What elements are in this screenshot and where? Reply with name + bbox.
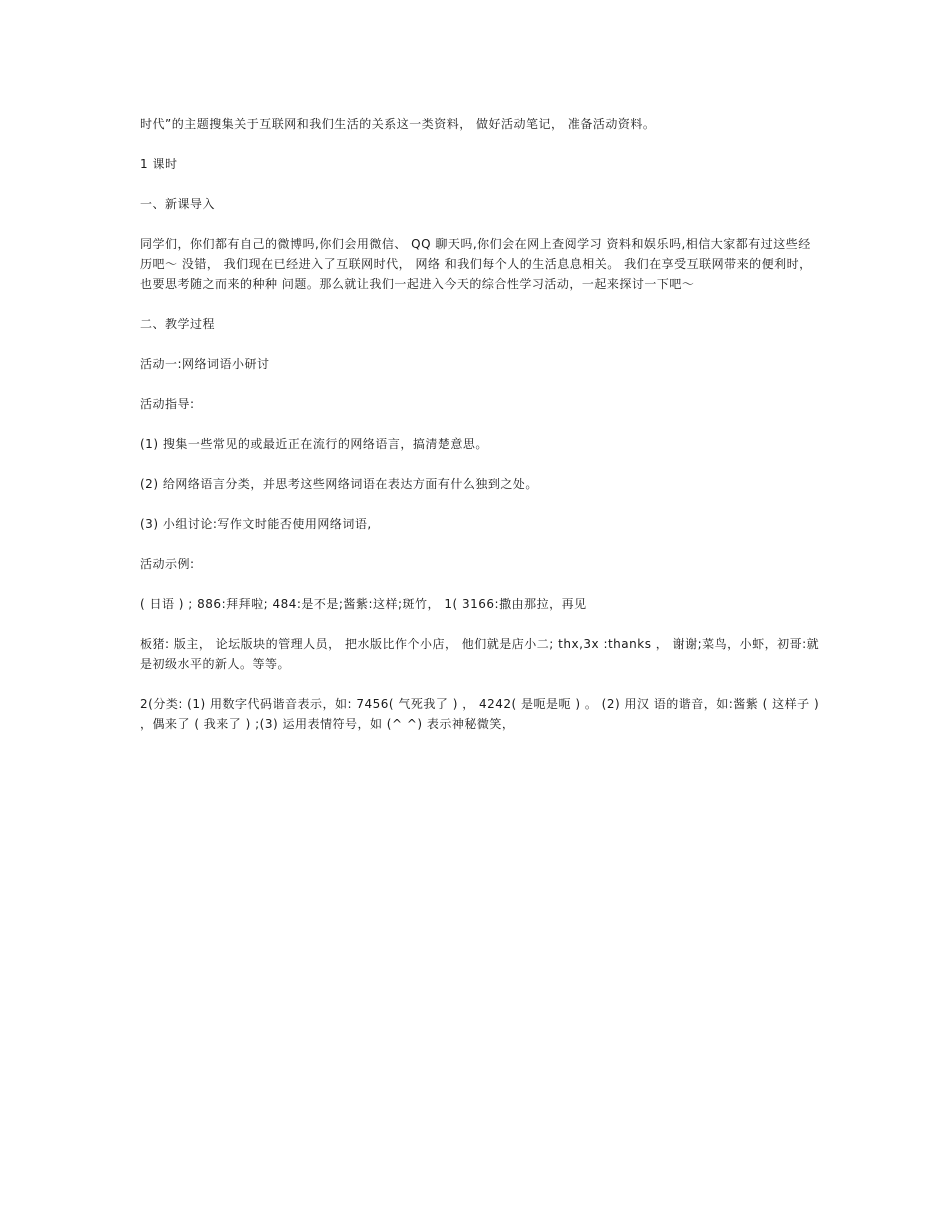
example-line-1: ( 日语 ) ; 886:拜拜啦; 484:是不是;酱紫:这样;斑竹， 1( 3166:撒由那拉，再见 (140, 597, 587, 611)
paragraph-lesson-count: 1 课时 (140, 157, 178, 171)
paragraph-intro: 时代”的主题搜集关于互联网和我们生活的关系这一类资料， 做好活动笔记， 准备活动资料。 (140, 117, 656, 131)
heading-teaching-process: 二、教学过程 (140, 317, 216, 331)
heading-new-lesson-intro: 一、新课导入 (140, 197, 216, 211)
heading-activity-one: 活动一:网络词语小研讨 (140, 357, 270, 371)
classification-paragraph: 2(分类: (1) 用数字代码谐音表示，如: 7456( 气死我了 ) ， 4242( 是呃是呃 ) 。 (2) 用汉 语的谐音，如:酱紫 ( 这样子 ) ，偶来了 ( 我来了 ) ;(3) 运用表情符号，如 (^ ^) 表示神秘微笑， (140, 697, 820, 731)
guidance-item-2: (2) 给网络语言分类，并思考这些网络词语在表达方面有什么独到之处。 (140, 477, 538, 491)
guidance-item-3: (3) 小组讨论:写作文时能否使用网络词语, (140, 517, 372, 531)
paragraph-intro-speech: 同学们，你们都有自己的微博吗,你们会用微信、 QQ 聊天吗,你们会在网上查阅学习 资料和娱乐吗,相信大家都有过这些经历吧～ 没错， 我们现在已经进入了互联网时代， 网络 和我们每个人的生活息息相关。 我们在享受互联网带来的便利时， 也要思考随之而来的种种 问题。那么就让我们一起进入今天的综合性学习活动，一起来探讨一下吧～ (140, 237, 812, 291)
label-activity-example: 活动示例: (140, 557, 195, 571)
document-page (140, 114, 820, 754)
guidance-item-1: (1) 搜集一些常见的或最近正在流行的网络语言，搞清楚意思。 (140, 437, 488, 451)
label-activity-guidance: 活动指导: (140, 397, 195, 411)
example-line-2: 板猪: 版主， 论坛版块的管理人员， 把水版比作个小店， 他们就是店小二; thx,3x :thanks ， 谢谢;菜鸟，小虾，初哥:就是初级水平的新人。等等。 (140, 637, 820, 671)
